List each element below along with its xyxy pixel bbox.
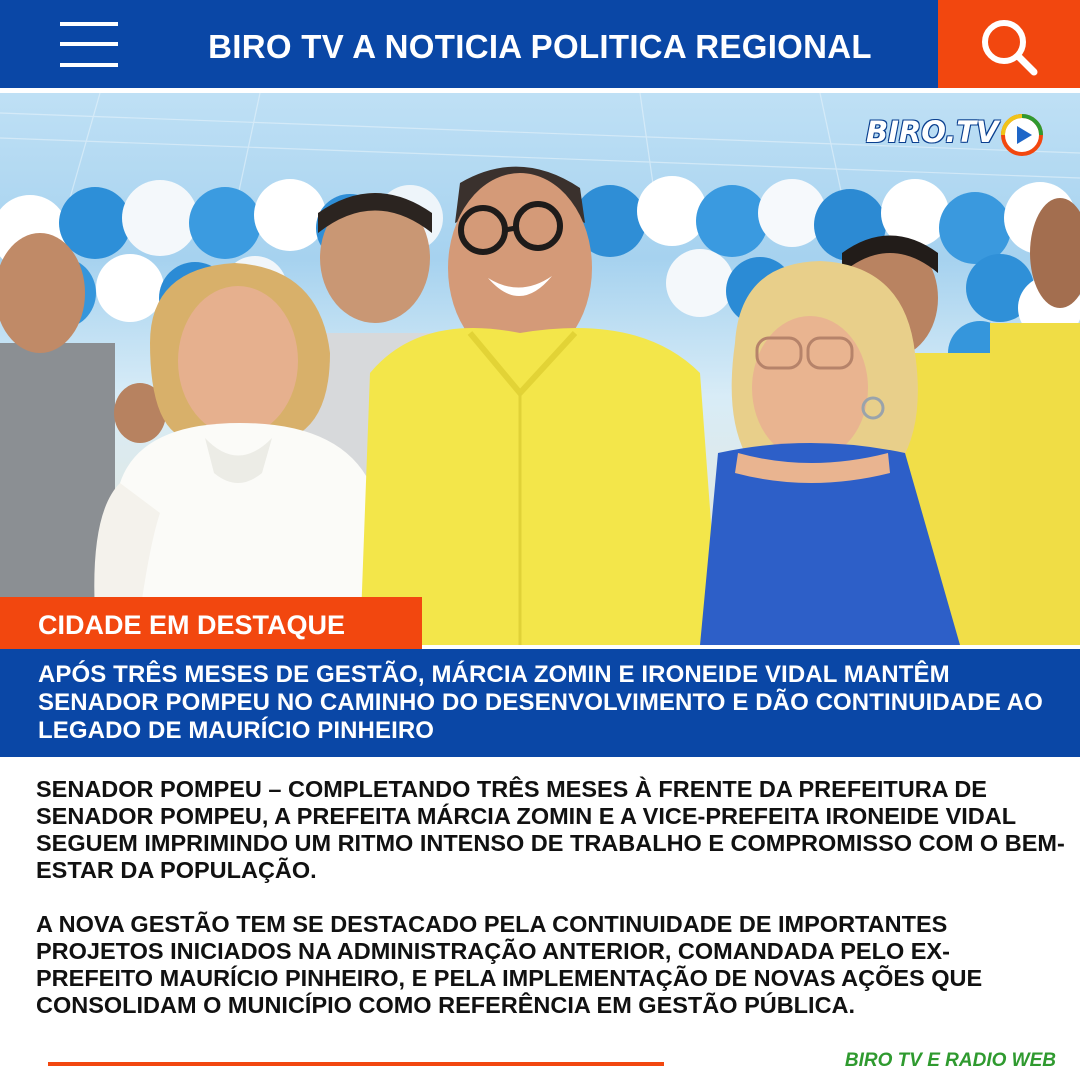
- footer-divider: [48, 1062, 664, 1066]
- top-header-bar: [0, 0, 1080, 88]
- headline-band: [0, 649, 1080, 757]
- site-title: BIRO TV A NOTICIA POLITICA REGIONAL: [208, 28, 872, 65]
- photo-illustration: [0, 93, 1080, 645]
- birotv-logo: [866, 113, 1044, 159]
- play-button-icon: [1000, 113, 1044, 157]
- article-paragraph-2: A NOVA GESTÃO TEM SE DESTACADO PELA CONTINUIDADE DE IMPORTANTES PROJETOS INICIADOS NA ADMINISTRAÇÃO ANTERIOR, COMANDADA PELO EX-PREFEITO MAURÍCIO PINHEIRO, E PELA IMPLEMENTAÇÃO DE NOVAS AÇÕES QUE CONSOLIDAM O MUNICÍPIO COMO REFERÊNCIA EM GESTÃO PÚBLICA.: [36, 911, 983, 1018]
- article-headline: APÓS TRÊS MESES DE GESTÃO, MÁRCIA ZOMIN E IRONEIDE VIDAL MANTÊM SENADOR POMPEU NO CAMINHO DO DESENVOLVIMENTO E DÃO CONTINUIDADE AO LEGADO DE MAURÍCIO PINHEIRO: [38, 661, 1043, 744]
- search-icon: [938, 0, 1080, 88]
- article-paragraph-1: SENADOR POMPEU – COMPLETANDO TRÊS MESES À FRENTE DA PREFEITURA DE SENADOR POMPEU, A PREFEITA MÁRCIA ZOMIN E A VICE-PREFEITA IRONEIDE VIDAL SEGUEM IMPRIMINDO UM RITMO INTENSO DE TRABALHO E COMPROMISSO COM O BEM-ESTAR DA POPULAÇÃO.: [36, 776, 1065, 883]
- search-button[interactable]: [938, 0, 1080, 88]
- article-body: [36, 776, 1066, 1019]
- hamburger-menu-icon[interactable]: [60, 20, 120, 70]
- category-tag[interactable]: CIDADE EM DESTAQUE: [0, 597, 422, 649]
- logo-text: BIRO.TV: [866, 115, 999, 149]
- news-photo: [0, 93, 1080, 645]
- footer-credit: BIRO TV E RADIO WEB: [844, 1050, 1056, 1071]
